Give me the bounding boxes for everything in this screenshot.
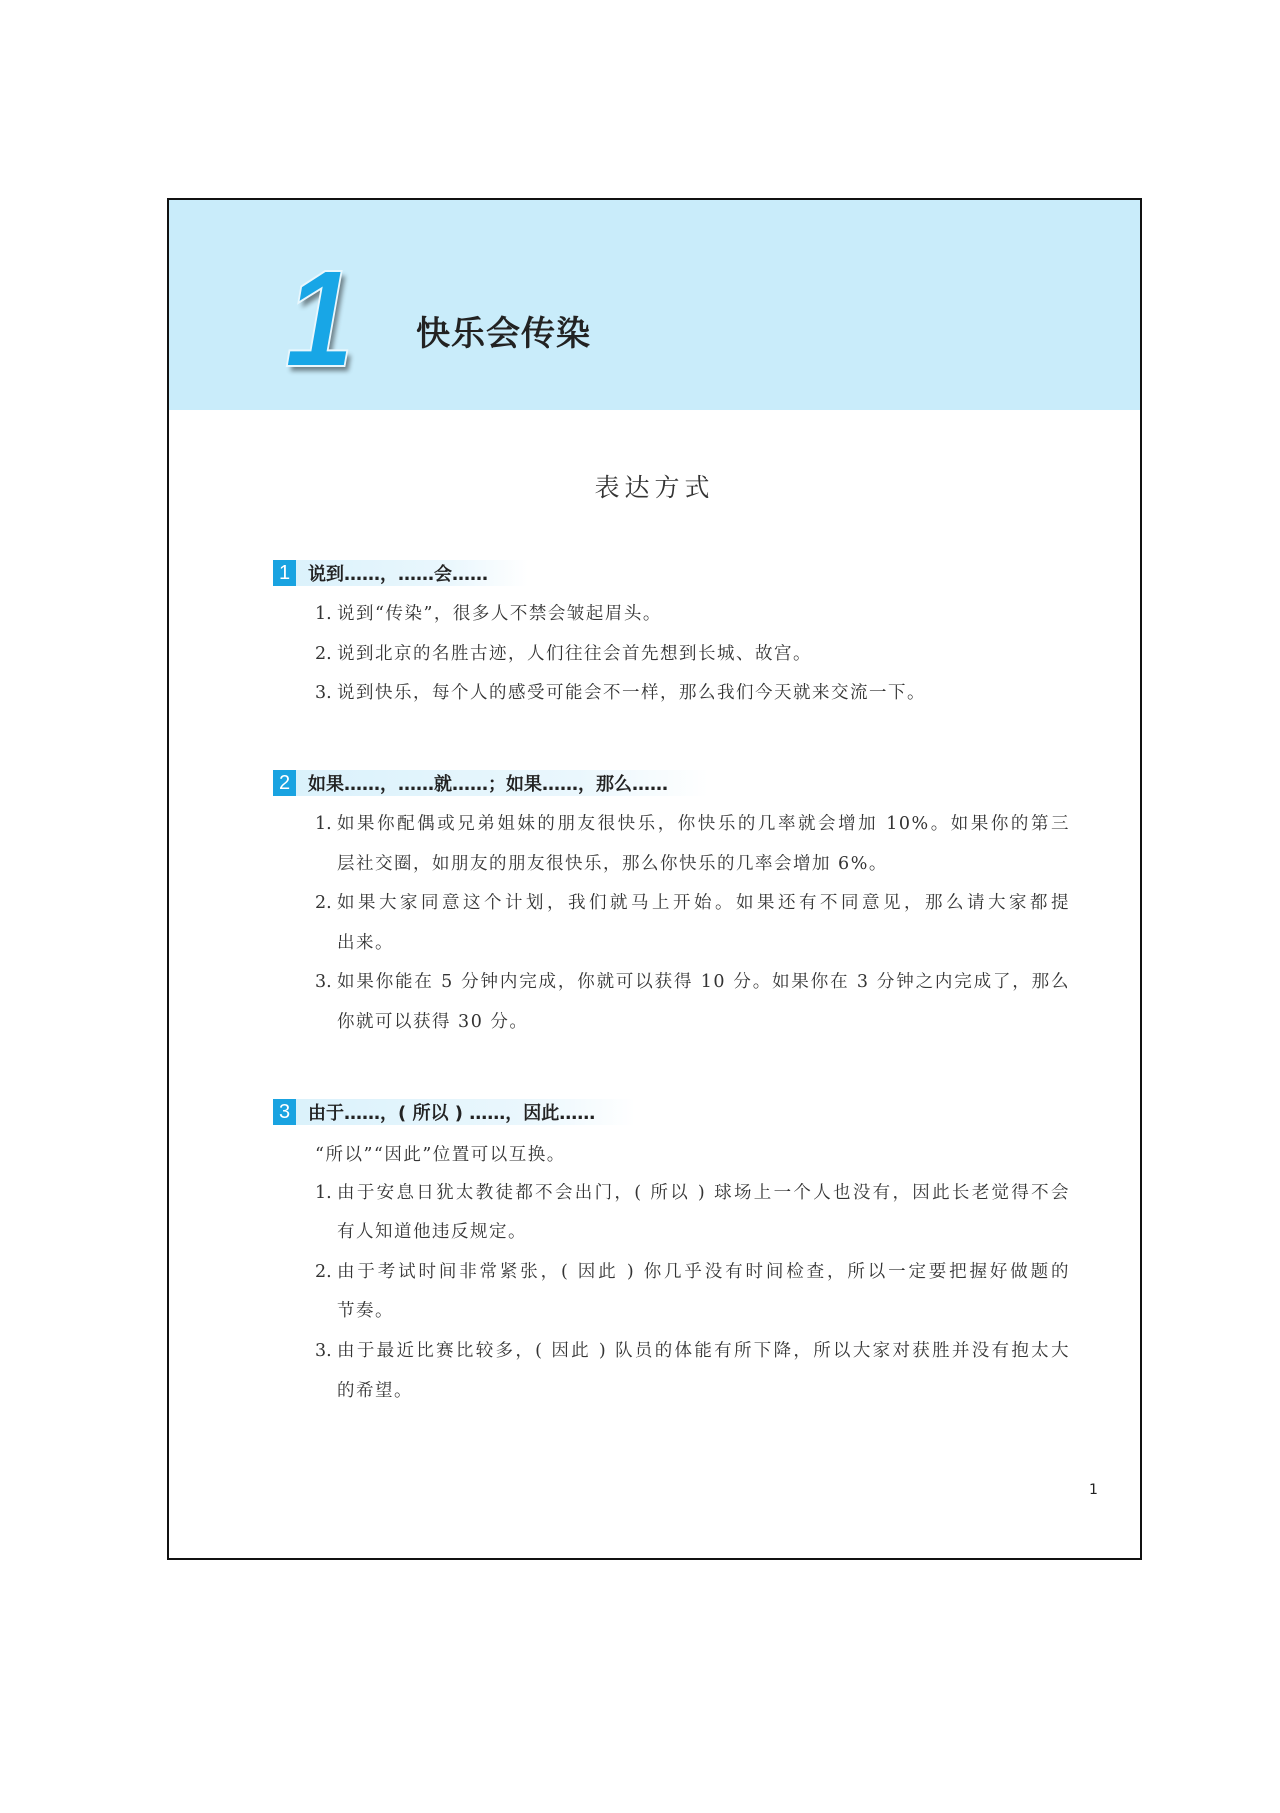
example-number: 2. — [315, 1261, 332, 1282]
example-number: 1. — [315, 814, 332, 834]
section-badge: 3 — [273, 1099, 296, 1125]
example-text: 层社交圈，如朋友的朋友很快乐，那么你快乐的几率会增加 6%。 — [337, 853, 888, 874]
example-number: 3. — [315, 972, 332, 993]
section-heading-text: 由于……，( 所以 ) ……，因此…… — [308, 1103, 596, 1124]
example-text: 出来。 — [337, 932, 394, 953]
example-text: 节奏。 — [337, 1301, 394, 1322]
example-text: 由于考试时间非常紧张，( 因此 ) 你几乎没有时间检查，所以一定要把握好做题的 — [337, 1261, 1070, 1282]
example-number: 2. — [315, 643, 332, 664]
section-heading — [273, 560, 528, 586]
example-text: 说到“传染”，很多人不禁会皱起眉头。 — [337, 604, 662, 624]
chapter-number: 1 — [284, 242, 354, 396]
example-number: 2. — [315, 893, 332, 914]
section-heading-text: 如果……，……就……；如果……，那么…… — [308, 774, 668, 795]
section-badge: 1 — [273, 560, 296, 586]
section-note: “所以”“因此”位置可以互换。 — [315, 1145, 566, 1165]
example-text: 有人知道他违反规定。 — [337, 1222, 527, 1243]
chapter-title: 快乐会传染 — [416, 314, 591, 354]
example-number: 1. — [315, 1182, 332, 1203]
example-text: 由于安息日犹太教徒都不会出门，( 所以 ) 球场上一个人也没有，因此长老觉得不会 — [337, 1182, 1070, 1203]
example-text: 你就可以获得 30 分。 — [337, 1012, 529, 1032]
section-heading-text: 说到……，……会…… — [308, 564, 488, 585]
section-heading — [273, 1099, 635, 1125]
textbook-page — [167, 198, 1142, 1560]
example-number: 3. — [315, 1341, 332, 1361]
example-text: 由于最近比赛比较多，( 因此 ) 队员的体能有所下降，所以大家对获胜并没有抱太大 — [337, 1341, 1070, 1361]
example-text: 如果你能在 5 分钟内完成，你就可以获得 10 分。如果你在 3 分钟之内完成了，那么 — [337, 972, 1070, 993]
page-number: 1 — [1089, 1482, 1098, 1498]
example-text: 的希望。 — [337, 1380, 413, 1401]
chapter-banner — [169, 200, 1140, 410]
section-subtitle: 表达方式 — [594, 473, 715, 502]
example-text: 如果大家同意这个计划，我们就马上开始。如果还有不同意见，那么请大家都提 — [337, 893, 1070, 914]
example-text: 说到快乐，每个人的感受可能会不一样，那么我们今天就来交流一下。 — [337, 683, 926, 704]
section-heading — [273, 770, 708, 796]
example-text: 如果你配偶或兄弟姐妹的朋友很快乐，你快乐的几率就会增加 10%。如果你的第三 — [337, 814, 1070, 834]
example-number: 3. — [315, 683, 332, 704]
section-badge: 2 — [273, 770, 296, 796]
example-number: 1. — [315, 604, 332, 624]
example-text: 说到北京的名胜古迹，人们往往会首先想到长城、故宫。 — [337, 643, 812, 664]
